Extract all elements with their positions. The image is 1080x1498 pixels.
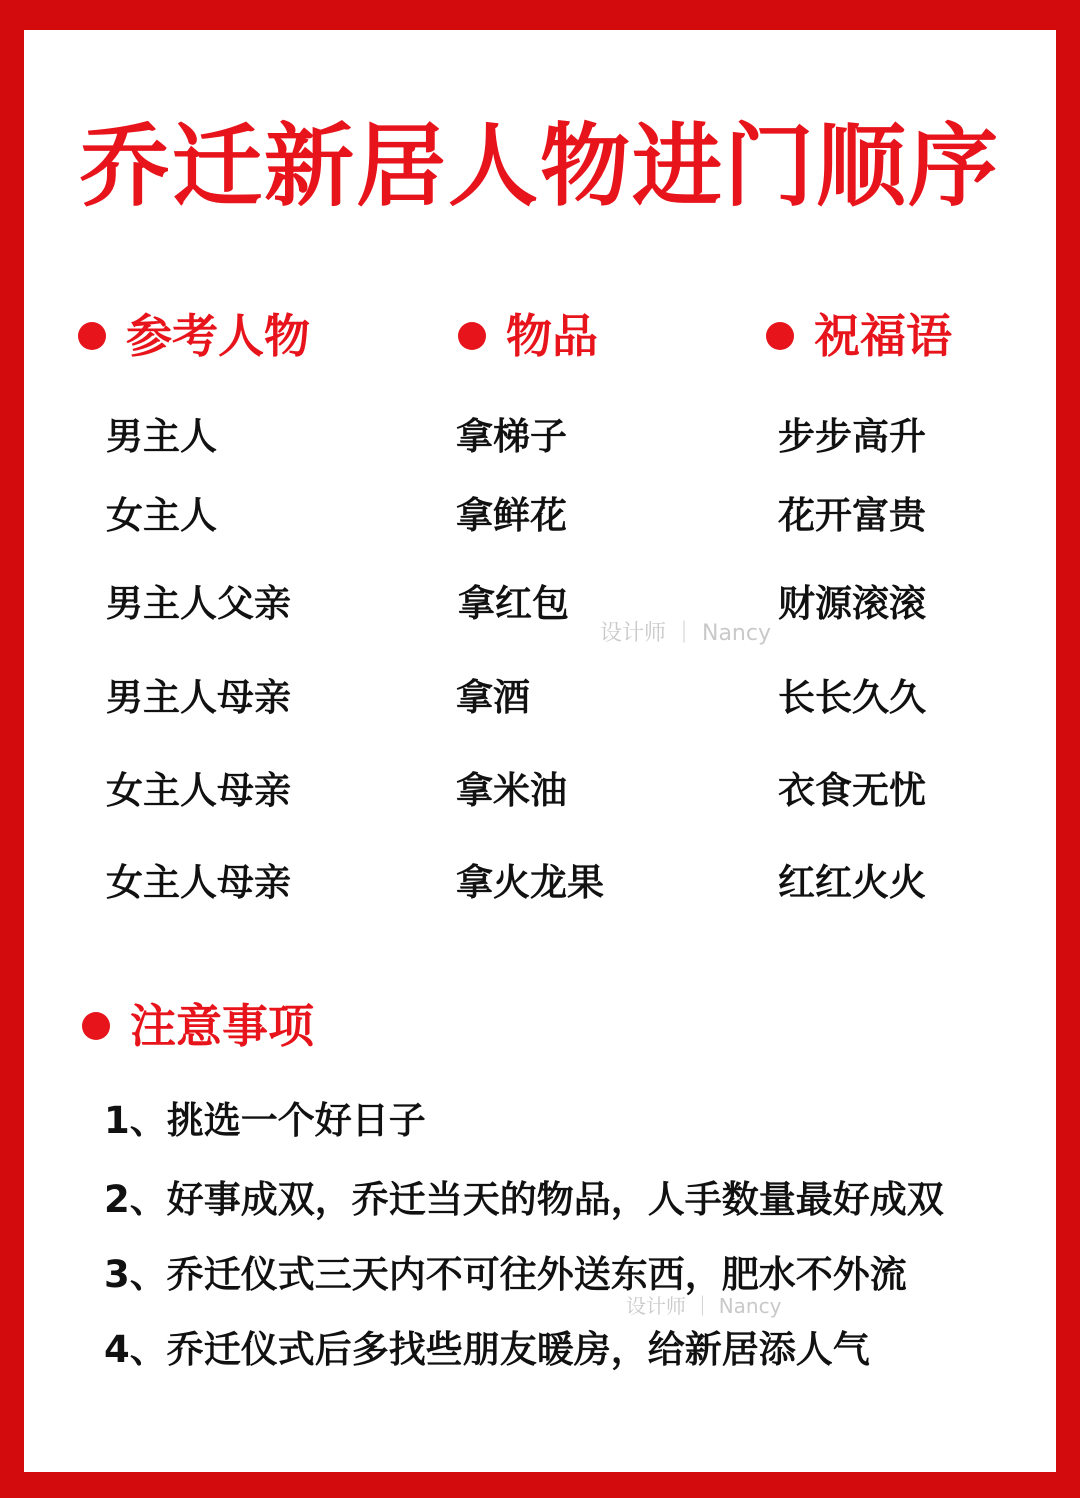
list-item-person: 男主人母亲 [106, 676, 291, 719]
list-item-person: 男主人父亲 [106, 582, 291, 625]
bullet-dot-icon [458, 322, 486, 350]
list-item-object: 拿梯子 [456, 415, 567, 458]
list-item-object: 拿鲜花 [456, 494, 567, 537]
note-item: 2、好事成双，乔迁当天的物品，人手数量最好成双 [104, 1178, 944, 1221]
bullet-dot-icon [78, 322, 106, 350]
list-item-object: 拿火龙果 [456, 861, 604, 904]
list-item-blessing: 花开富贵 [778, 494, 926, 537]
list-item-person: 女主人母亲 [106, 769, 291, 812]
list-item-blessing: 长长久久 [778, 676, 926, 719]
page-title: 乔迁新居人物进门顺序 [80, 114, 1000, 219]
list-item-blessing: 财源滚滚 [778, 582, 926, 625]
list-item-blessing: 红红火火 [778, 861, 926, 904]
note-item: 4、乔迁仪式后多找些朋友暖房，给新居添人气 [104, 1328, 870, 1371]
section-heading-label: 注意事项 [130, 999, 314, 1053]
section-heading-notes [82, 998, 314, 1054]
list-item-person: 男主人 [106, 415, 217, 458]
list-item-object: 拿红包 [458, 582, 569, 625]
section-heading-label: 祝福语 [814, 309, 952, 363]
section-heading-people [78, 308, 310, 364]
card [24, 30, 1056, 1472]
list-item-blessing: 步步高升 [778, 415, 926, 458]
list-item-person: 女主人 [106, 494, 217, 537]
bullet-dot-icon [766, 322, 794, 350]
list-item-object: 拿酒 [456, 676, 530, 719]
note-item: 1、挑选一个好日子 [104, 1099, 426, 1142]
list-item-object: 拿米油 [456, 769, 567, 812]
watermark: 设计师 ｜ Nancy [626, 1294, 782, 1318]
list-item-person: 女主人母亲 [106, 861, 291, 904]
section-heading-label: 参考人物 [126, 309, 310, 363]
list-item-blessing: 衣食无忧 [778, 769, 926, 812]
bullet-dot-icon [82, 1012, 110, 1040]
note-item: 3、乔迁仪式三天内不可往外送东西，肥水不外流 [104, 1253, 907, 1296]
watermark: 设计师 ｜ Nancy [600, 621, 771, 646]
section-heading-items [458, 308, 598, 364]
section-heading-label: 物品 [506, 309, 598, 363]
section-heading-blessings [766, 308, 952, 364]
